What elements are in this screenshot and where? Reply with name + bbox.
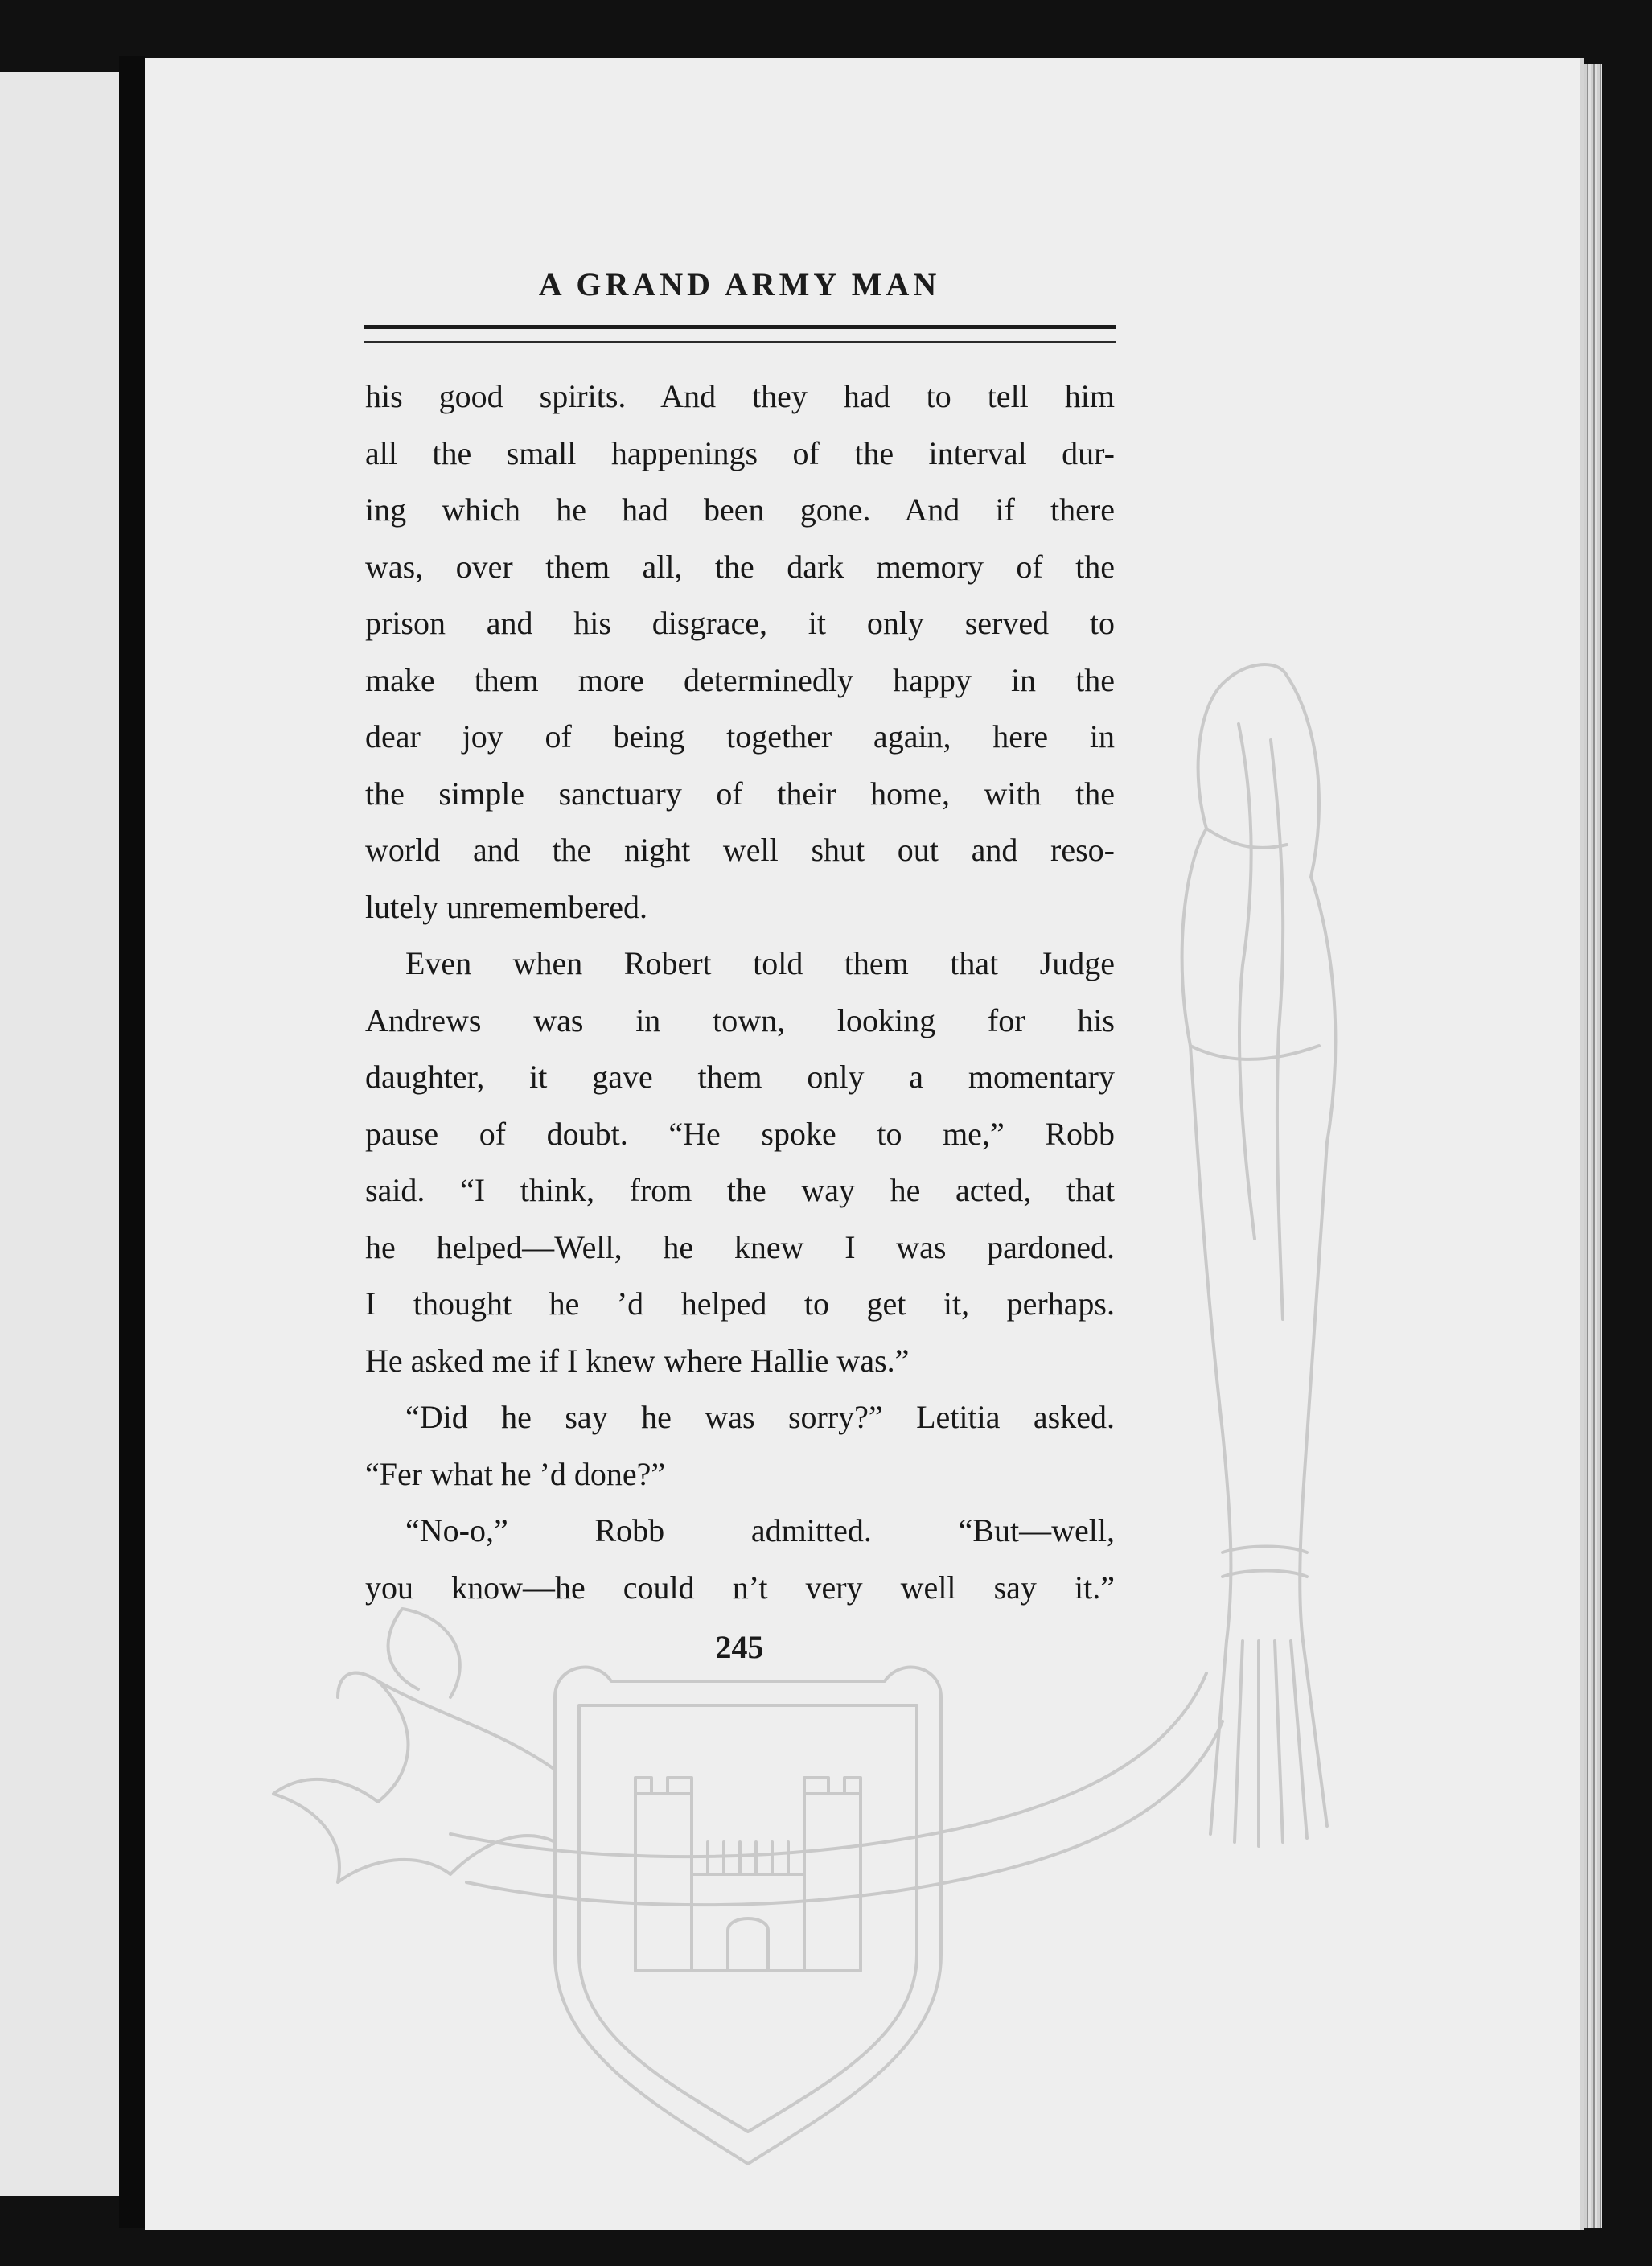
text-line: all the small happenings of the interval dur- (365, 434, 1115, 471)
text-line: I thought he ’d helped to get it, perhaps. (365, 1285, 1115, 1322)
body-text (365, 368, 1115, 1616)
header-rule-thick (364, 325, 1116, 329)
text-line: was, over them all, the dark memory of the (365, 548, 1115, 585)
book-gutter (119, 56, 145, 2228)
text-line: Andrews was in town, looking for his (365, 1001, 1115, 1038)
text-line: “Did he say he was sorry?” Letitia asked. (405, 1399, 1115, 1435)
text-line: dear joy of being together again, here in (365, 718, 1115, 755)
text-line: lutely unremembered. (365, 888, 647, 925)
text-line: daughter, it gave them only a momentary (365, 1059, 1115, 1095)
text-line: He asked me if I knew where Hallie was.” (365, 1342, 910, 1379)
text-line: said. “I think, from the way he acted, that (365, 1172, 1115, 1208)
text-line: his good spirits. And they had to tell him (365, 378, 1115, 414)
running-head: A GRAND ARMY MAN (538, 266, 941, 302)
text-line: world and the night well shut out and reso- (365, 832, 1115, 868)
text-line: pause of doubt. “He spoke to me,” Robb (365, 1115, 1115, 1152)
text-line: “Fer what he ’d done?” (365, 1455, 666, 1492)
page-stack-edge (1584, 64, 1602, 2228)
text-line: ing which he had been gone. And if there (365, 491, 1115, 528)
text-line: you know—he could n’t very well say it.” (365, 1569, 1115, 1606)
text-line: Even when Robert told them that Judge (405, 945, 1115, 981)
text-line: the simple sanctuary of their home, with the (365, 775, 1115, 812)
text-line: he helped—Well, he knew I was pardoned. (365, 1228, 1115, 1265)
header-rule-thin (364, 341, 1116, 343)
text-line: “No-o,” Robb admitted. “But—well, (405, 1512, 1115, 1548)
text-line: make them more determinedly happy in the (365, 661, 1115, 698)
page-number: 245 (715, 1629, 764, 1665)
text-line: prison and his disgrace, it only served to (365, 605, 1115, 641)
left-page-edge (0, 72, 121, 2196)
